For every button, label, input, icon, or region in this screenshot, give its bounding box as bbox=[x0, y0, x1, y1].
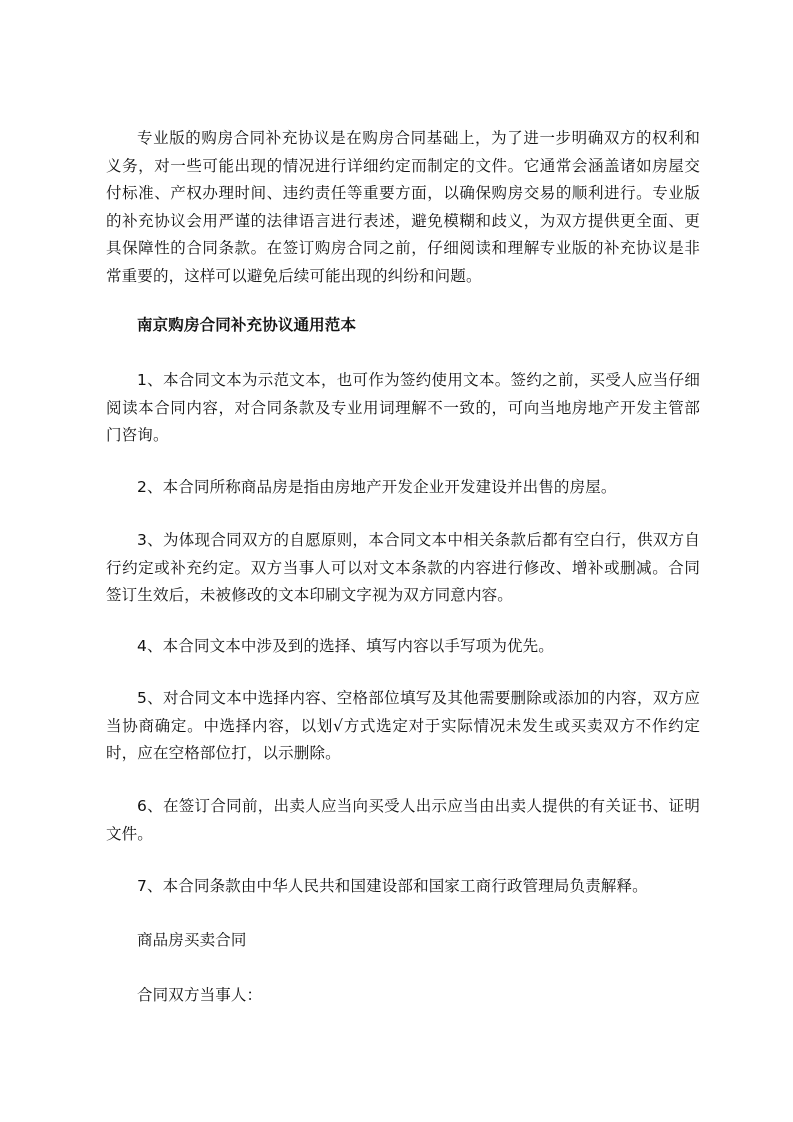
clause-4: 4、本合同文本中涉及到的选择、填写内容以手写项为优先。 bbox=[137, 637, 554, 655]
clause-6: 6、在签订合同前，出卖人应当向买受人出示应当由出卖人提供的有关证书、证明文件。 bbox=[106, 797, 700, 843]
clause-5: 5、对合同文本中选择内容、空格部位填写及其他需要删除或添加的内容，双方应当协商确定。中选择内容，以划√方式选定对于实际情况未发生或买卖双方不作约定时，应在空格部位打，以示删除。 bbox=[106, 689, 700, 762]
clause-3: 3、为体现合同双方的自愿原则，本合同文本中相关条款后都有空白行，供双方自行约定或补充约定。双方当事人可以对文本条款的内容进行修改、增补或删减。合同签订生效后，未被修改的文本印刷文字视为双方同意内容。 bbox=[106, 531, 700, 604]
clause-7: 7、本合同条款由中华人民共和国建设部和国家工商行政管理局负责解释。 bbox=[137, 877, 648, 895]
parties-label: 合同双方当事人： bbox=[137, 986, 263, 1004]
intro-paragraph: 专业版的购房合同补充协议是在购房合同基础上，为了进一步明确双方的权利和义务，对一些可能出现的情况进行详细约定而制定的文件。它通常会涵盖诸如房屋交付标准、产权办理时间、违约责任等重要方面，以确保购房交易的顺利进行。专业版的补充协议会用严谨的法律语言进行表述，避免模糊和歧义，为双方提供更全面、更具保障性的合同条款。在签订购房合同之前，仔细阅读和理解专业版的补充协议是非常重要的，这样可以避免后续可能出现的纠纷和问题。 bbox=[106, 129, 700, 285]
clause-2: 2、本合同所称商品房是指由房地产开发企业开发建设并出售的房屋。 bbox=[137, 478, 617, 496]
section-title: 南京购房合同补充协议通用范本 bbox=[137, 316, 357, 334]
clause-1: 1、本合同文本为示范文本，也可作为签约使用文本。签约之前，买受人应当仔细阅读本合同内容，对合同条款及专业用词理解不一致的，可向当地房地产开发主管部门咨询。 bbox=[106, 371, 700, 444]
contract-title: 商品房买卖合同 bbox=[137, 931, 247, 949]
